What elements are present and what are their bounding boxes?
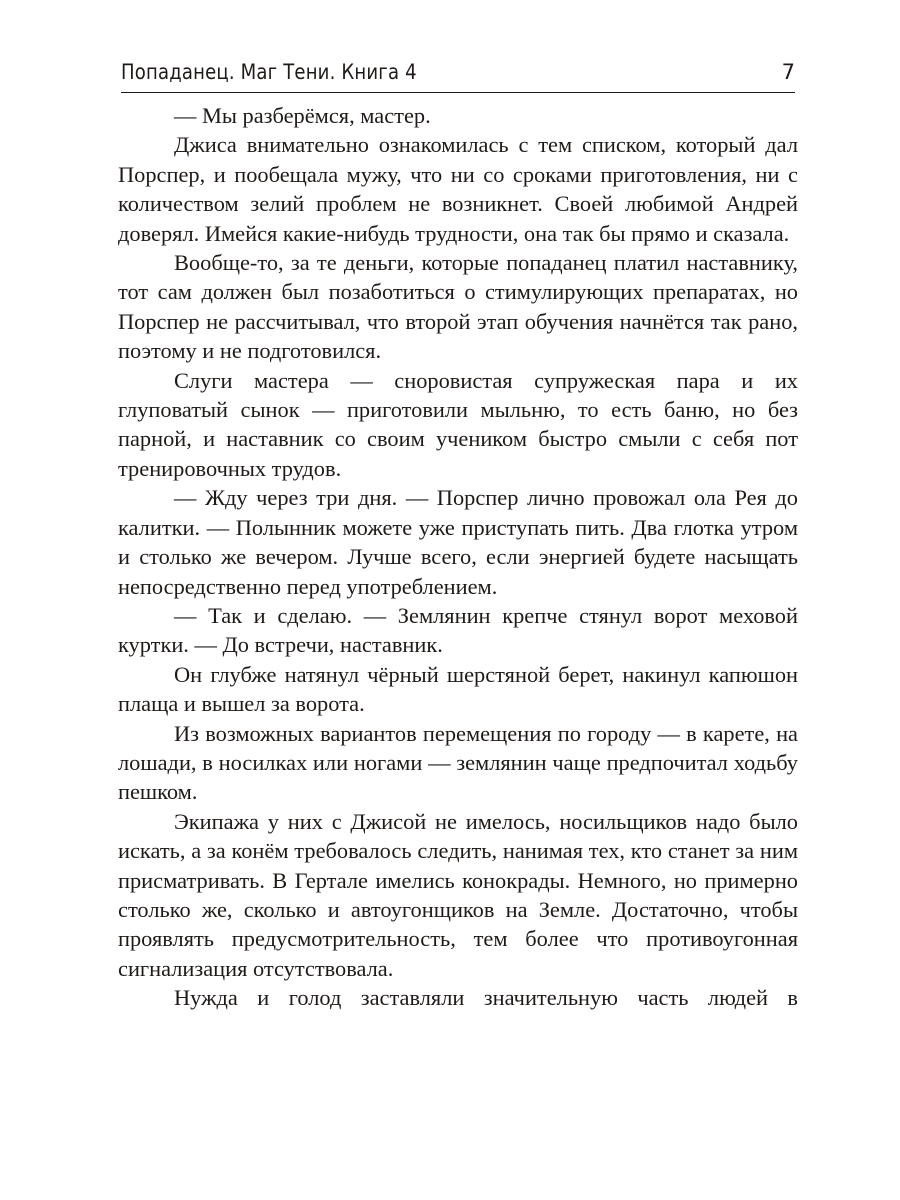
paragraph: Из возможных вариантов перемещения по городу — в карете, на лошади, в носилках или ногами — землянин чаще предпочитал ходьбу пешком.	[118, 720, 798, 805]
paragraph: — Мы разберёмся, мастер.	[174, 103, 431, 128]
paragraph: Слуги мастера — сноровистая супружеская пара и их глуповатый сынок — приготовили мыльню, то есть баню, но без парной, и наставник со своим учеником быстро смыли с себя пот тренировочных трудов.	[118, 367, 798, 481]
header-rule	[121, 92, 795, 93]
paragraph: Джиса внимательно ознакомилась с тем списком, который дал Порспер, и пообещала мужу, что ни со сроками приготовления, ни с количеством зелий проблем не возникнет. Своей любимой Андрей доверял. Имейся какие-нибудь трудности, она так бы прямо и сказала.	[118, 132, 798, 246]
paragraph: Экипажа у них с Джисой не имелось, носильщиков надо было искать, а за конём требовалось следить, нанимая тех, кто станет за ним присматривать. В Гертале имелись конокрады. Немного, но примерно столько же, сколько и автоугонщиков на Земле. Достаточно, чтобы проявлять предусмотрительность, тем более что противоугонная сигнализация отсутствовала.	[118, 808, 798, 981]
paragraph: Вообще-то, за те деньги, которые попаданец платил наставнику, тот сам должен был позаботиться о стимулирующих препаратах, но Порспер не рассчитывал, что второй этап обучения начнётся так рано, поэтому и не подготовился.	[118, 250, 798, 364]
paragraph: Он глубже натянул чёрный шерстяной берет, накинул капюшон плаща и вышел за ворота.	[118, 661, 798, 717]
paragraph: — Так и сделаю. — Землянин крепче стянул ворот меховой куртки. — До встречи, наставник.	[118, 602, 798, 658]
book-title: Попаданец. Маг Тени. Книга 4	[121, 60, 417, 84]
body-text	[118, 101, 798, 1013]
running-header	[121, 56, 795, 90]
paragraph: Нужда и голод заставляли значительную часть людей в	[174, 985, 798, 1011]
page-number: 7	[781, 60, 795, 84]
paragraph: — Жду через три дня. — Порспер лично провожал ола Рея до калитки. — Полынник можете уже приступать пить. Два глотка утром и столько же вечером. Лучше всего, если энергией будете насыщать непосредственно перед употреблением.	[118, 485, 798, 599]
